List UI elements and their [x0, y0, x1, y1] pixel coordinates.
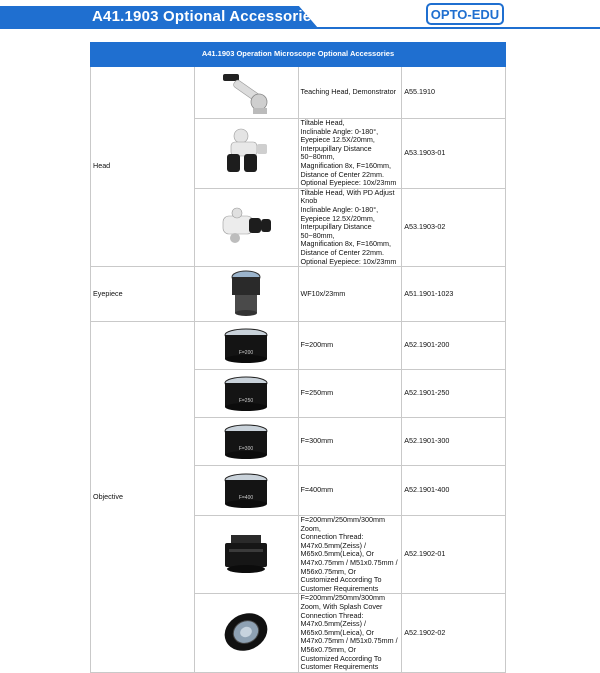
- description-line: F=200mm/250mm/300mm Zoom,: [300, 515, 385, 533]
- zoom-objective-splash-icon: [218, 608, 274, 658]
- description-line: F=300mm: [300, 436, 334, 446]
- description-line: M47x0.5mm(Zeiss) / M65x0.5mm(Leica), Or: [300, 540, 374, 559]
- description-line: Inclinable Angle: 0-180°,: [300, 126, 379, 136]
- description-line: Teaching Head, Demonstrator: [300, 87, 396, 97]
- product-description: [298, 267, 402, 322]
- header-rule: [0, 27, 600, 29]
- description-line: Magnification 8x, F=160mm, Distance of Center 22mm.: [300, 239, 391, 257]
- product-image-cell: [194, 466, 298, 516]
- brand-logo: OPTO-EDU: [426, 3, 504, 25]
- lens-engraving: F=300: [238, 445, 254, 452]
- product-code: A55.1910: [402, 67, 506, 119]
- description-line: M47x0.75mm / M51x0.75mm / M56x0.75mm, Or: [300, 558, 398, 576]
- description-line: Customized According To Customer Requirements: [300, 575, 382, 593]
- product-image-cell: [194, 516, 298, 594]
- product-description: [298, 119, 402, 189]
- teaching-head-icon: [217, 68, 275, 118]
- description-line: Tiltable Head,: [300, 118, 345, 127]
- category-eyepiece: Eyepiece: [91, 267, 195, 322]
- lens-engraving: F=200: [238, 349, 254, 356]
- table-row: [91, 267, 506, 322]
- product-description: [298, 418, 402, 466]
- product-image-cell: [194, 322, 298, 370]
- product-description: [298, 594, 402, 672]
- description-line: F=400mm: [300, 485, 334, 495]
- description-line: Magnification 8x, F=160mm, Distance of Center 22mm.: [300, 160, 391, 179]
- description-line: M47x0.75mm / M51x0.75mm / M56x0.75mm, Or: [300, 636, 398, 654]
- zoom-objective-icon: [221, 531, 271, 579]
- product-image-cell: [194, 188, 298, 266]
- product-description: [298, 188, 402, 266]
- objective-lens-icon: [221, 327, 271, 365]
- product-code: A52.1901-200: [402, 322, 506, 370]
- product-description: [298, 516, 402, 594]
- description-line: Eyepiece 12.5X/20mm, Interpupillary Distance 50~80mm,: [300, 213, 375, 240]
- objective-lens-icon: [221, 472, 271, 510]
- description-line: F=250mm: [300, 388, 334, 398]
- description-line: Eyepiece 12.5X/20mm, Interpupillary Distance 50~80mm,: [300, 135, 375, 162]
- table-caption: A41.1903 Operation Microscope Optional Accessories: [91, 43, 506, 67]
- lens-engraving: F=400: [238, 494, 254, 501]
- table-caption-row: [91, 43, 506, 67]
- objective-lens-icon: [221, 375, 271, 413]
- tiltable-head-icon: [217, 126, 275, 180]
- product-description: [298, 370, 402, 418]
- product-description: [298, 67, 402, 119]
- product-image-cell: [194, 267, 298, 322]
- product-code: A53.1903-01: [402, 119, 506, 189]
- product-image-cell: [194, 119, 298, 189]
- category-head: Head: [91, 67, 195, 267]
- product-code: A52.1901-250: [402, 370, 506, 418]
- description-line: M47x0.5mm(Zeiss) / M65x0.5mm(Leica), Or: [300, 619, 374, 637]
- product-code: A52.1901-400: [402, 466, 506, 516]
- page-header: [0, 0, 600, 32]
- product-code: A52.1902-01: [402, 516, 506, 594]
- product-description: [298, 322, 402, 370]
- product-code: A53.1903-02: [402, 188, 506, 266]
- description-line: WF10x/23mm: [300, 288, 346, 298]
- description-line: Connection Thread:: [300, 532, 364, 542]
- tiltable-head-pd-icon: [217, 202, 275, 252]
- description-line: Customized According To Customer Requirements: [300, 653, 382, 672]
- product-image-cell: [194, 370, 298, 418]
- description-line: Connection Thread:: [300, 610, 364, 620]
- table-row: [91, 322, 506, 370]
- objective-lens-icon: [221, 423, 271, 461]
- product-image-cell: [194, 594, 298, 672]
- accessories-table: [90, 42, 506, 673]
- lens-engraving: F=250: [238, 397, 254, 404]
- category-objective: Objective: [91, 322, 195, 673]
- table-row: [91, 67, 506, 119]
- description-line: Tiltable Head, With PD Adjust Knob: [300, 187, 395, 206]
- eyepiece-icon: [226, 269, 266, 319]
- description-line: Inclinable Angle: 0-180°,: [300, 204, 379, 214]
- product-image-cell: [194, 67, 298, 119]
- product-description: [298, 466, 402, 516]
- product-code: A51.1901-1023: [402, 267, 506, 322]
- page-title: A41.1903 Optional Accessories: [92, 8, 320, 25]
- description-line: F=200mm/250mm/300mm Zoom, With Splash Cover: [300, 593, 385, 612]
- description-line: F=200mm: [300, 340, 334, 350]
- product-code: A52.1902-02: [402, 594, 506, 672]
- description-line: Optional Eyepiece: 10x/23mm: [300, 256, 397, 266]
- description-line: Optional Eyepiece: 10x/23mm: [300, 178, 397, 188]
- product-code: A52.1901-300: [402, 418, 506, 466]
- product-image-cell: [194, 418, 298, 466]
